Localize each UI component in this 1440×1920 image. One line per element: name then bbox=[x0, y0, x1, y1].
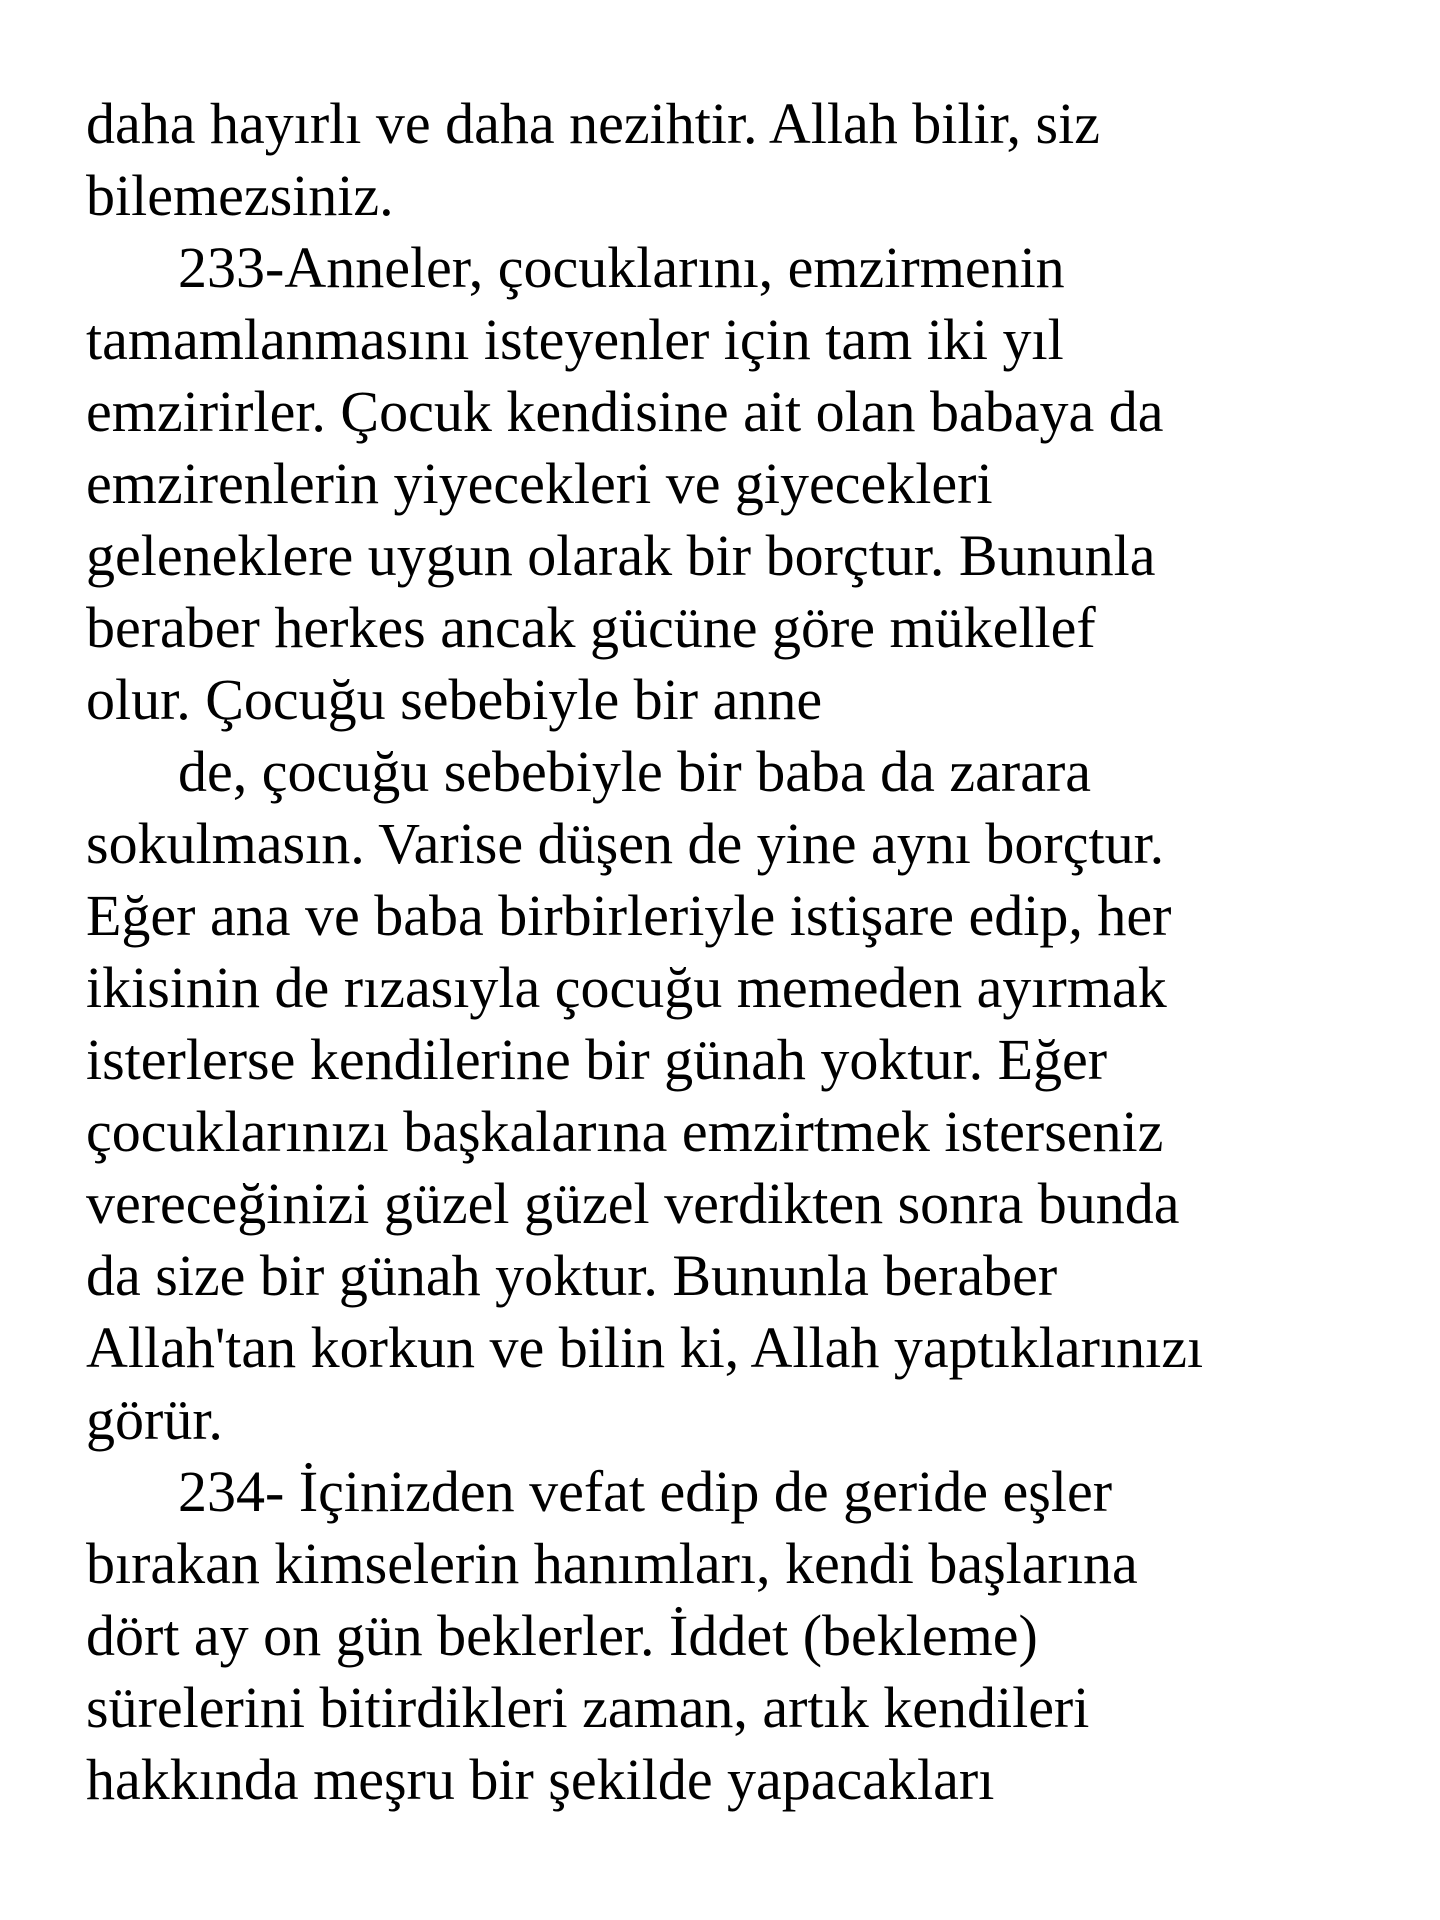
text-line: bırakan kimselerin hanımları, kendi başlarına bbox=[86, 1531, 1138, 1596]
text-line: daha hayırlı ve daha nezihtir. Allah bilir, siz bbox=[86, 91, 1100, 156]
text-line: Allah'tan korkun ve bilin ki, Allah yaptıklarınızı bbox=[86, 1315, 1204, 1380]
text-line: isterlerse kendilerine bir günah yoktur. Eğer bbox=[86, 1027, 1108, 1092]
verse-234-start: 234- İçinizden vefat edip de geride eşler bbox=[178, 1459, 1113, 1524]
text-line: hakkında meşru bir şekilde yapacakları bbox=[86, 1747, 995, 1812]
text-line: sürelerini bitirdikleri zaman, artık kendileri bbox=[86, 1675, 1090, 1740]
verse-233-start: 233-Anneler, çocuklarını, emzirmenin bbox=[178, 235, 1065, 300]
text-line: sokulmasın. Varise düşen de yine aynı borçtur. bbox=[86, 811, 1165, 876]
text-line: çocuklarınızı başkalarına emzirtmek isterseniz bbox=[86, 1099, 1164, 1164]
text-line: olur. Çocuğu sebebiyle bir anne bbox=[86, 667, 823, 732]
text-line: emzirirler. Çocuk kendisine ait olan babaya da bbox=[86, 379, 1164, 444]
text-line: görür. bbox=[86, 1387, 223, 1452]
text-line: bilemezsiniz. bbox=[86, 163, 394, 228]
document-page bbox=[86, 88, 1386, 1816]
text-line: Eğer ana ve baba birbirleriyle istişare edip, her bbox=[86, 883, 1172, 948]
text-line: geleneklere uygun olarak bir borçtur. Bununla bbox=[86, 523, 1156, 588]
text-line: tamamlanmasını isteyenler için tam iki yıl bbox=[86, 307, 1064, 372]
text-line: dört ay on gün beklerler. İddet (bekleme) bbox=[86, 1603, 1038, 1668]
text-line: emzirenlerin yiyecekleri ve giyecekleri bbox=[86, 451, 993, 516]
text-line: vereceğinizi güzel güzel verdikten sonra bunda bbox=[86, 1171, 1180, 1236]
text-line: da size bir günah yoktur. Bununla beraber bbox=[86, 1243, 1058, 1308]
text-line: beraber herkes ancak gücüne göre mükellef bbox=[86, 595, 1096, 660]
paragraph-continuation: de, çocuğu sebebiyle bir baba da zarara bbox=[178, 739, 1092, 804]
text-line: ikisinin de rızasıyla çocuğu memeden ayırmak bbox=[86, 955, 1167, 1020]
